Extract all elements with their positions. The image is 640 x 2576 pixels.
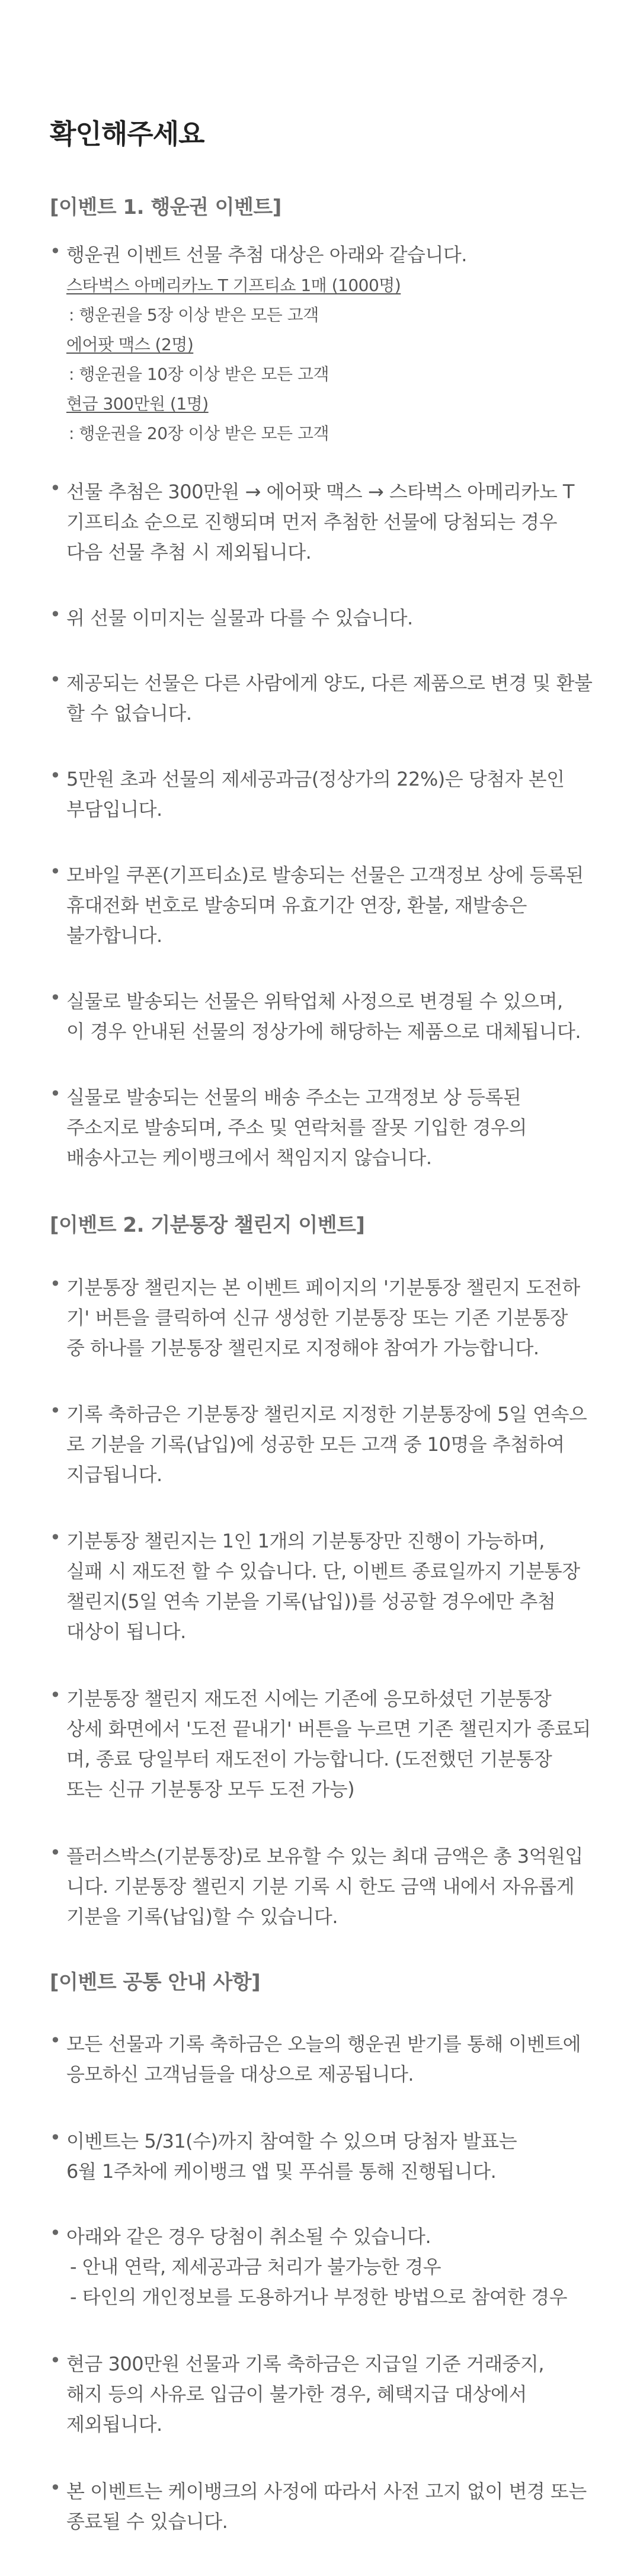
notice-text: 할 수 없습니다. — [66, 702, 192, 725]
bullet-dot: • — [50, 2126, 61, 2149]
notice-subtext: - 안내 연락, 제세공과금 처리가 불가능한 경우 — [70, 2255, 441, 2278]
notice-text: 기분을 기록(납입)할 수 있습니다. — [66, 1905, 338, 1928]
notice-text: 5만원 초과 선물의 제세공과금(정상가의 22%)은 당첨자 본인 — [66, 768, 565, 790]
notice-text: 해지 등의 사유로 입금이 불가한 경우, 혜택지급 대상에서 — [66, 2383, 527, 2405]
notice-text: 행운권 이벤트 선물 추첨 대상은 아래와 같습니다. — [66, 243, 467, 266]
prize-condition: : 행운권을 5장 이상 받은 모든 고객 — [69, 305, 319, 325]
notice-text: 실물로 발송되는 선물의 배송 주소는 고객정보 상 등록된 — [66, 1086, 521, 1108]
notice-text: 종료될 수 있습니다. — [66, 2510, 228, 2533]
bullet-dot: • — [50, 1684, 61, 1706]
notice-text: 기분통장 챌린지는 1인 1개의 기분통장만 진행이 가능하며, — [66, 1530, 545, 1552]
notice-text: 위 선물 이미지는 실물과 다를 수 있습니다. — [66, 607, 413, 629]
bullet-dot: • — [50, 668, 61, 691]
section-heading-event1: [이벤트 1. 행운권 이벤트] — [50, 196, 281, 219]
notice-text: 중 하나를 기분통장 챌린지로 지정해야 참여가 가능합니다. — [66, 1337, 539, 1359]
bullet-dot: • — [50, 1273, 61, 1295]
bullet-dot: • — [50, 477, 61, 499]
notice-text: 불가합니다. — [66, 924, 162, 947]
notice-text: 배송사고는 케이뱅크에서 책임지지 않습니다. — [66, 1146, 432, 1169]
notice-text: 며, 종료 당일부터 재도전이 가능합니다. (도전했던 기분통장 — [66, 1748, 552, 1770]
section-heading-event2: [이벤트 2. 기분통장 챌린지 이벤트] — [50, 1213, 365, 1237]
prize-condition: : 행운권을 10장 이상 받은 모든 고객 — [69, 364, 329, 384]
notice-text: 로 기분을 기록(납입)에 성공한 모든 고객 중 10명을 추첨하여 — [66, 1433, 565, 1456]
notice-text: 기분통장 챌린지 재도전 시에는 기존에 응모하셨던 기분통장 — [66, 1687, 552, 1710]
notice-text: 본 이벤트는 케이뱅크의 사정에 따라서 사전 고지 없이 변경 또는 — [66, 2480, 587, 2503]
notice-text: 선물 추첨은 300만원 → 에어팟 맥스 → 스타벅스 아메리카노 T — [66, 480, 574, 503]
bullet-dot: • — [50, 1399, 61, 1422]
notice-text: 6월 1주차에 케이뱅크 앱 및 푸쉬를 통해 진행됩니다. — [66, 2160, 497, 2183]
notice-text: 휴대전화 번호로 발송되며 유효기간 연장, 환불, 재발송은 — [66, 894, 527, 917]
notice-text: 현금 300만원 선물과 기록 축하금은 지급일 기준 거래중지, — [66, 2353, 545, 2375]
notice-text: 또는 신규 기분통장 모두 도전 가능) — [66, 1778, 355, 1800]
notice-text: 모바일 쿠폰(기프티쇼)로 발송되는 선물은 고객정보 상에 등록된 — [66, 864, 584, 886]
bullet-dot: • — [50, 240, 61, 262]
notice-text: 주소지로 발송되며, 주소 및 연락처를 잘못 기입한 경우의 — [66, 1116, 527, 1139]
notice-subtext: - 타인의 개인정보를 도용하거나 부정한 방법으로 참여한 경우 — [70, 2286, 568, 2308]
section-heading-common: [이벤트 공통 안내 사항] — [50, 1971, 261, 1994]
bullet-dot: • — [50, 1526, 61, 1549]
notice-text: 실패 시 재도전 할 수 있습니다. 단, 이벤트 종료일까지 기분통장 — [66, 1560, 580, 1582]
bullet-dot: • — [50, 2349, 61, 2372]
notice-text: 기' 버튼을 클릭하여 신규 생성한 기분통장 또는 기존 기분통장 — [66, 1306, 568, 1329]
bullet-dot: • — [50, 764, 61, 787]
prize-name: 스타벅스 아메리카노 T 기프티쇼 1매 (1000명) — [66, 275, 401, 295]
bullet-dot: • — [50, 860, 61, 883]
notice-text: 모든 선물과 기록 축하금은 오늘의 행운권 받기를 통해 이벤트에 — [66, 2033, 581, 2055]
notice-text: 이 경우 안내된 선물의 정상가에 해당하는 제품으로 대체됩니다. — [66, 1020, 581, 1043]
bullet-dot: • — [50, 2029, 61, 2052]
notice-text: 응모하신 고객님들을 대상으로 제공됩니다. — [66, 2063, 414, 2085]
notice-text: 대상이 됩니다. — [66, 1620, 186, 1643]
bullet-dot: • — [50, 603, 61, 626]
notice-text: 제외됩니다. — [66, 2413, 162, 2436]
notice-text: 기프티쇼 순으로 진행되며 먼저 추첨한 선물에 당첨되는 경우 — [66, 511, 558, 533]
notice-text: 챌린지(5일 연속 기분을 기록(납입))를 성공할 경우에만 추첨 — [66, 1590, 556, 1613]
bullet-dot: • — [50, 1841, 61, 1864]
notice-text: 기록 축하금은 기분통장 챌린지로 지정한 기분통장에 5일 연속으 — [66, 1403, 587, 1425]
bullet-dot: • — [50, 1082, 61, 1105]
notice-text: 기분통장 챌린지는 본 이벤트 페이지의 '기분통장 챌린지 도전하 — [66, 1276, 580, 1299]
notice-text: 아래와 같은 경우 당첨이 취소될 수 있습니다. — [66, 2225, 431, 2248]
prize-name: 에어팟 맥스 (2명) — [66, 335, 194, 354]
notice-text: 상세 화면에서 '도전 끝내기' 버튼을 누르면 기존 챌린지가 종료되 — [66, 1718, 591, 1740]
notice-text: 실물로 발송되는 선물은 위탁업체 사정으로 변경될 수 있으며, — [66, 990, 563, 1013]
notice-text: 제공되는 선물은 다른 사람에게 양도, 다른 제품으로 변경 및 환불 — [66, 672, 593, 694]
prize-condition: : 행운권을 20장 이상 받은 모든 고객 — [69, 424, 329, 443]
prize-name: 현금 300만원 (1명) — [66, 394, 209, 414]
bullet-dot: • — [50, 986, 61, 1009]
notice-text: 이벤트는 5/31(수)까지 참여할 수 있으며 당첨자 발표는 — [66, 2130, 517, 2152]
notice-text: 부담입니다. — [66, 798, 162, 821]
notice-text: 플러스박스(기분통장)로 보유할 수 있는 최대 금액은 총 3억원입 — [66, 1845, 583, 1867]
page-title: 확인해주세요 — [50, 118, 204, 150]
bullet-dot: • — [50, 2222, 61, 2244]
bullet-dot: • — [50, 2476, 61, 2499]
notice-text: 니다. 기분통장 챌린지 기분 기록 시 한도 금액 내에서 자유롭게 — [66, 1875, 575, 1898]
notice-text: 다음 선물 추첨 시 제외됩니다. — [66, 541, 312, 563]
notice-text: 지급됩니다. — [66, 1463, 162, 1486]
